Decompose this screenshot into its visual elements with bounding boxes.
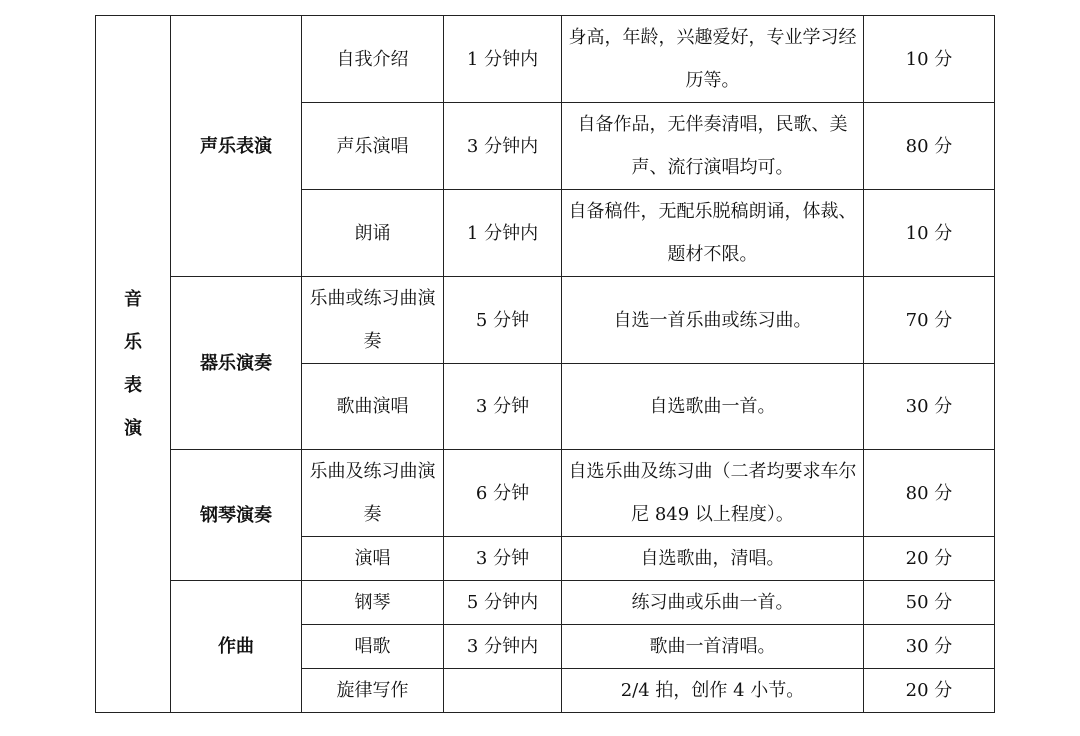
requirement-cell: 自选乐曲及练习曲（二者均要求车尔尼 849 以上程度）。 bbox=[562, 450, 864, 537]
time-cell: 1 分钟内 bbox=[444, 16, 562, 103]
item-cell: 唱歌 bbox=[302, 625, 444, 669]
main-category-cell bbox=[96, 16, 171, 713]
score-cell: 50 分 bbox=[864, 581, 995, 625]
time-cell: 3 分钟内 bbox=[444, 103, 562, 190]
category-cell: 器乐演奏 bbox=[171, 277, 302, 450]
main-category-label: 音乐表演 bbox=[124, 289, 142, 439]
item-cell: 乐曲或练习曲演奏 bbox=[302, 277, 444, 364]
item-cell: 歌曲演唱 bbox=[302, 364, 444, 450]
table-row bbox=[96, 581, 995, 625]
time-cell: 6 分钟 bbox=[444, 450, 562, 537]
score-cell: 70 分 bbox=[864, 277, 995, 364]
time-cell: 5 分钟内 bbox=[444, 581, 562, 625]
requirement-cell: 自选歌曲一首。 bbox=[562, 364, 864, 450]
item-cell: 朗诵 bbox=[302, 190, 444, 277]
table-row bbox=[96, 16, 995, 103]
score-cell: 80 分 bbox=[864, 450, 995, 537]
table-row bbox=[96, 450, 995, 537]
time-cell: 3 分钟 bbox=[444, 364, 562, 450]
score-cell: 30 分 bbox=[864, 625, 995, 669]
score-cell: 10 分 bbox=[864, 190, 995, 277]
requirement-cell: 2/4 拍，创作 4 小节。 bbox=[562, 669, 864, 713]
table-row bbox=[96, 277, 995, 364]
score-cell: 30 分 bbox=[864, 364, 995, 450]
item-cell: 旋律写作 bbox=[302, 669, 444, 713]
time-cell: 1 分钟内 bbox=[444, 190, 562, 277]
requirement-cell: 自选一首乐曲或练习曲。 bbox=[562, 277, 864, 364]
category-cell: 声乐表演 bbox=[171, 16, 302, 277]
requirement-cell: 自选歌曲，清唱。 bbox=[562, 537, 864, 581]
requirement-cell: 歌曲一首清唱。 bbox=[562, 625, 864, 669]
time-cell: 5 分钟 bbox=[444, 277, 562, 364]
exam-content-table bbox=[95, 15, 995, 713]
category-cell: 钢琴演奏 bbox=[171, 450, 302, 581]
item-cell: 乐曲及练习曲演奏 bbox=[302, 450, 444, 537]
item-cell: 自我介绍 bbox=[302, 16, 444, 103]
item-cell: 声乐演唱 bbox=[302, 103, 444, 190]
score-cell: 10 分 bbox=[864, 16, 995, 103]
requirement-cell: 自备稿件，无配乐脱稿朗诵，体裁、题材不限。 bbox=[562, 190, 864, 277]
score-cell: 20 分 bbox=[864, 537, 995, 581]
score-cell: 20 分 bbox=[864, 669, 995, 713]
requirement-cell: 练习曲或乐曲一首。 bbox=[562, 581, 864, 625]
item-cell: 演唱 bbox=[302, 537, 444, 581]
requirement-cell: 身高，年龄，兴趣爱好，专业学习经历等。 bbox=[562, 16, 864, 103]
time-cell bbox=[444, 669, 562, 713]
item-cell: 钢琴 bbox=[302, 581, 444, 625]
time-cell: 3 分钟 bbox=[444, 537, 562, 581]
requirement-cell: 自备作品，无伴奏清唱，民歌、美声、流行演唱均可。 bbox=[562, 103, 864, 190]
score-cell: 80 分 bbox=[864, 103, 995, 190]
category-cell: 作曲 bbox=[171, 581, 302, 713]
time-cell: 3 分钟内 bbox=[444, 625, 562, 669]
